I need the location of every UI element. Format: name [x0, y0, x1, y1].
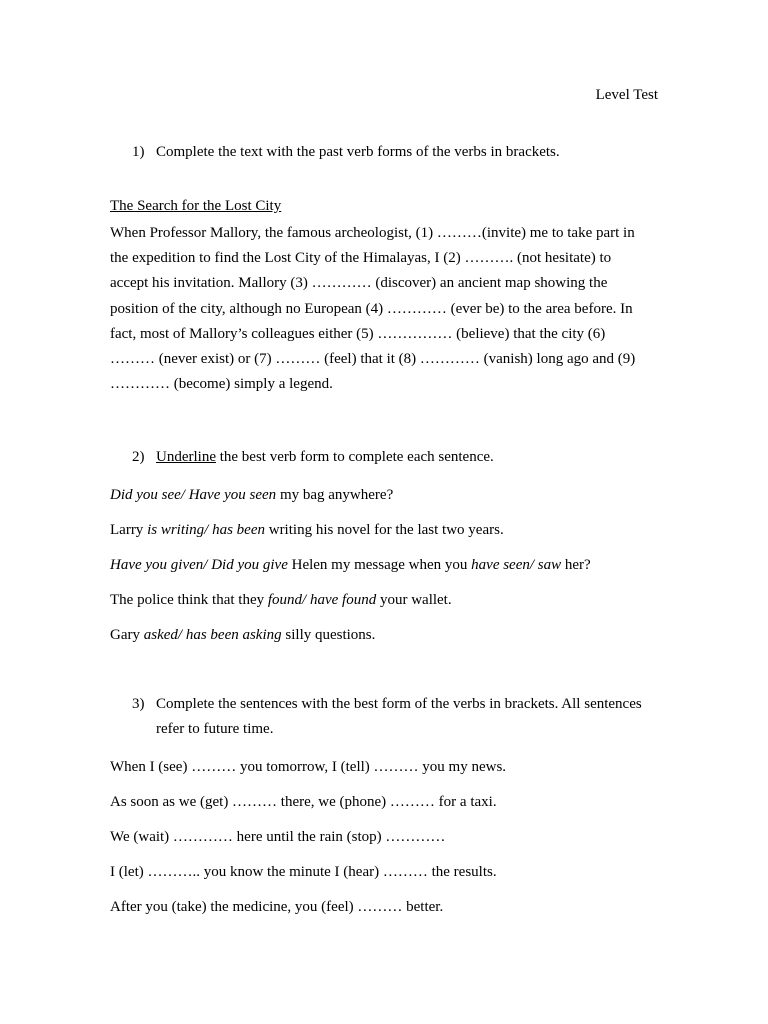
verb-choice: Have you given/ Did you give	[110, 557, 288, 574]
question-2-heading	[132, 445, 662, 470]
sentence-item	[110, 555, 662, 575]
verb-choice: found/ have found	[267, 592, 377, 609]
passage-title: The Search for the Lost City	[110, 198, 282, 214]
sentence-item: When I (see) ……… you tomorrow, I (tell) ……… you my news.	[110, 759, 507, 776]
sentence-text: your wallet.	[376, 592, 452, 609]
verb-choice: asked/ has been asking	[143, 627, 282, 644]
question-1-number: 1)	[132, 144, 145, 160]
sentence-text: silly questions.	[281, 627, 376, 644]
sentence-text: Larry	[110, 522, 148, 539]
verb-choice: have seen/ saw	[471, 557, 562, 574]
question-2-instruction	[156, 445, 662, 470]
document-body	[110, 140, 662, 917]
sentence-text: my bag anywhere?	[276, 487, 394, 504]
passage-text	[110, 221, 662, 397]
passage-line: When Professor Mallory, the famous archeologist, (1) ………(invite) me to take part in	[110, 225, 635, 241]
passage-line: the expedition to find the Lost City of the Himalayas, I (2) ………. (not hesitate) to	[110, 250, 612, 267]
sentence-text: Helen my message when you	[287, 557, 472, 574]
page-header-title: Level Test	[595, 87, 658, 103]
sentence-text: writing his novel for the last two years.	[264, 522, 504, 539]
sentence-item: We (wait) ………… here until the rain (stop) …………	[110, 829, 446, 846]
verb-choice: Did you see/ Have you seen	[110, 487, 277, 504]
sentence-item	[110, 520, 662, 540]
passage-line: ……… (never exist) or (7) ……… (feel) that it (8) ………… (vanish) long ago and (9)	[110, 351, 636, 368]
question-2-number: 2)	[132, 449, 145, 466]
question-3-instruction-line: refer to future time.	[156, 721, 274, 738]
underline-word: Underline	[156, 449, 216, 466]
passage-line: ………… (become) simply a legend.	[110, 376, 333, 393]
passage-line: position of the city, although no European (4) ………… (ever be) to the area before. In	[110, 300, 633, 317]
sentence-item: I (let) ……….. you know the minute I (hear) ……… the results.	[110, 864, 497, 881]
passage-line: accept his invitation. Mallory (3) ………… (discover) an ancient map showing the	[110, 275, 608, 292]
verb-choice: is writing/ has been	[147, 522, 265, 539]
sentence-text: The police think that they	[110, 592, 268, 609]
question-3-instruction-line: Complete the sentences with the best form of the verbs in brackets. All sentences	[156, 696, 642, 713]
question-3-heading	[132, 692, 662, 742]
question-2-instruction-rest: the best verb form to complete each sentence.	[215, 449, 494, 466]
sentence-text: her?	[561, 557, 591, 574]
question-1-heading	[132, 140, 662, 165]
sentence-text: Gary	[110, 627, 144, 644]
question-1-instruction: Complete the text with the past verb forms of the verbs in brackets.	[156, 144, 560, 160]
sentence-item: As soon as we (get) ……… there, we (phone) ……… for a taxi.	[110, 794, 497, 811]
sentence-item	[110, 590, 662, 610]
question-3-number: 3)	[132, 696, 145, 713]
sentence-item: After you (take) the medicine, you (feel) ……… better.	[110, 899, 444, 916]
sentence-item	[110, 625, 662, 645]
question-3-instruction	[156, 692, 662, 742]
passage-line: fact, most of Mallory’s colleagues either (5) …………… (believe) that the city (6)	[110, 325, 606, 342]
sentence-item	[110, 485, 662, 505]
